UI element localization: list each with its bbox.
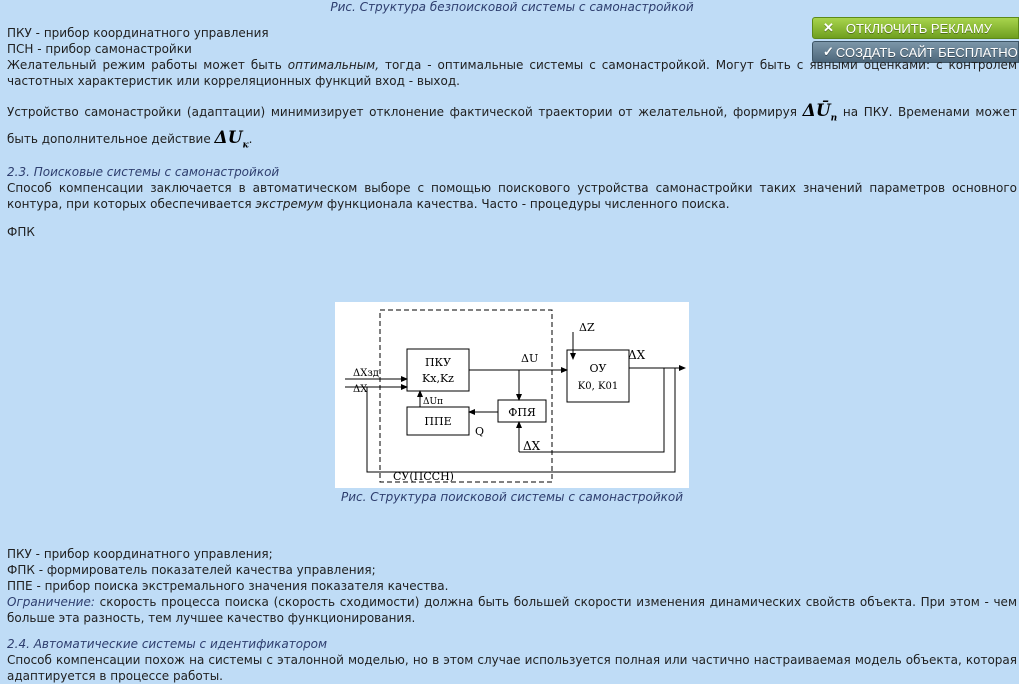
su-label: СУ(ПССН): [393, 470, 454, 483]
dx-feedback-label: ΔX: [523, 439, 541, 453]
paragraph-identifier-systems: Способ компенсации похож на системы с эталонной моделью, но в этом случае используется полная или частично настраиваемая модель объекта, которая адаптируется в процессе работы.: [7, 653, 1017, 683]
ou-label: ОУ: [589, 362, 607, 375]
fpya-label: ФПЯ: [508, 406, 536, 419]
section-heading-2-3: 2.3. Поисковые системы с самонастройкой: [7, 164, 280, 179]
pku-label: ПКУ: [424, 356, 452, 369]
abbr-pku: ПКУ - прибор координатного управления: [7, 26, 269, 40]
check-icon: ✓: [823, 44, 834, 59]
delta-u-k-symbol: $\Delta U_к$: [214, 128, 249, 151]
figure-caption-top: Рис. Структура безпоисковой системы с самонастройкой: [330, 0, 694, 14]
dun-label: ΔUп: [423, 397, 444, 407]
legend-ppe: ППЕ - прибор поиска экстремального значения показателя качества.: [7, 579, 449, 593]
label-fpk: ФПК: [7, 224, 35, 239]
du-label: ΔU: [521, 352, 539, 365]
dz-label: ΔZ: [579, 321, 595, 334]
abbr-psn: ПСН - прибор самонастройки: [7, 42, 192, 56]
article: [7, 0, 1017, 240]
ou-block: [567, 350, 629, 402]
dx-input-label: ΔX: [353, 384, 368, 395]
dxz-label: ΔXзд: [353, 368, 379, 379]
lower-content: [7, 490, 1017, 684]
dx-output-label: ΔX: [628, 348, 646, 362]
q-label: Q: [475, 425, 485, 438]
diagram-svg: [335, 302, 689, 488]
legend-fpk: ФПК - формирователь показателей качества управления;: [7, 563, 376, 577]
delta-u-p-symbol: $\Delta Ū_п$: [802, 101, 838, 124]
paragraph-optimal-mode: Желательный режим работы может быть оптимальным, тогда - оптимальные системы с самонастройкой. Могут быть с явными оценками: с контролем частотных характеристик или корреляционных функций вход - выход.: [7, 58, 1017, 88]
paragraph-self-tuning: Устройство самонастройки (адаптации) минимизирует отклонение фактической траектории от желательной, формируя $\Delta Ū_п$ на ПКУ. Временами может быть дополнительное действие $\Delta U_к$.: [7, 101, 1017, 151]
paragraph-search-systems: Способ компенсации заключается в автоматическом выборе с помощью поискового устройства самонастройки таких значений параметров основного контура, при которых обеспечивается экстремум функционала качества. Часто - процедуры численного поиска.: [7, 180, 1017, 211]
disable-ads-label: ОТКЛЮЧИТЬ РЕКЛАМУ: [845, 20, 993, 36]
k0k01-label: K0, K01: [577, 381, 619, 392]
create-site-label: СОЗДАТЬ САЙТ БЕСПЛАТНО: [835, 44, 1018, 60]
search-system-diagram: [335, 302, 689, 488]
paragraph-limitation: Ограничение: скорость процесса поиска (скорость сходимости) должна быть большей скорости изменения динамических свойств объекта. При этом - чем больше эта разность, тем лучшее качество функционирования.: [7, 595, 1017, 625]
su-boundary: [380, 310, 552, 482]
kxkz-label: Kx,Kz: [422, 372, 454, 385]
legend-pku: ПКУ - прибор координатного управления;: [7, 547, 273, 561]
ppe-label: ППЕ: [424, 415, 452, 428]
section-heading-2-4: 2.4. Автоматические системы с идентификатором: [7, 637, 328, 651]
figure-caption-diagram: Рис. Структура поисковой системы с самонастройкой: [340, 490, 684, 504]
close-icon: ✕: [823, 20, 834, 35]
